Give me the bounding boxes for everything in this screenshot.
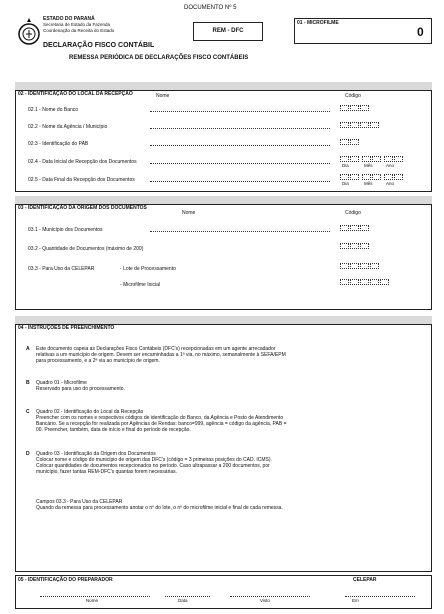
item-letter-d: D [26, 451, 30, 457]
input-line[interactable] [150, 111, 330, 112]
code-cell[interactable] [360, 105, 369, 111]
gov-line3: Coordenação da Receita do Estado [43, 28, 115, 33]
lote-label: - Lote de Processamento [120, 266, 176, 272]
item-letter-a: A [26, 346, 30, 352]
code-cell[interactable] [360, 225, 369, 231]
date-cell[interactable] [384, 156, 393, 162]
input-line[interactable] [150, 181, 330, 182]
section-04-title: 04 - INSTRUÇÕES DE PREENCHIMENTO [18, 325, 115, 331]
section-04-header [15, 316, 432, 331]
date-cell[interactable] [372, 174, 381, 180]
instruction-a: Este documento capeia as Declarações Fisco Contábeis (DFC's) recepcionadas em um agente arrecadador relativas a um município de origem. Devem ser encaminhadas a 1ª via, no máximo, semanalmente à SEFA/EPM para processamento, e a 2ª via ao município de origem. [36, 346, 286, 364]
date-label-mes: Mês [364, 163, 373, 168]
celepar-date-line[interactable] [345, 596, 415, 597]
code-cell[interactable] [350, 225, 359, 231]
date-cell[interactable] [362, 174, 371, 180]
lote-cell[interactable] [350, 263, 359, 269]
item-letter-c: C [26, 409, 30, 415]
lote-cell[interactable] [340, 263, 349, 269]
state-seal-icon [16, 16, 42, 50]
campo-033-instruction: Campos 03.3 - Para Uso da CELEPAR Quando da remessa para processamento anotar o nº do lote, o nº do microfilme inicial e final de cada remessa. [36, 499, 283, 511]
date-cell[interactable] [384, 174, 393, 180]
field-03-3: 03.3 - Para Uso da CELEPAR [28, 266, 95, 272]
field-03-2: 03.2 - Quantidade de Documentos (máximo de 200) [28, 246, 144, 252]
code-cell[interactable] [340, 225, 349, 231]
gov-line2: Secretaria de Estado da Fazenda [43, 22, 111, 27]
section-03 [15, 196, 432, 310]
col-codigo-02: Código [345, 93, 361, 99]
microfilme-cell[interactable] [380, 279, 389, 285]
form-subtitle: REMESSA PERIÓDICA DE DECLARAÇÕES FISCO CONTÁBEIS [69, 55, 249, 61]
data-label: Data [178, 598, 188, 603]
instruction-c: Quadro 02 - Identificação do Local da Recepção Preencher com os nomes e respectivos códigos de identificação do Banco, da Agência e Posto de Atendimento Bancário. Se a recepção for realizada por Agências de Rendas: banco=999, agência = código da agência, PAB = 00. Preencher, também, data de início e final do período de recepção. [36, 409, 287, 433]
field-03-1: 03.1 - Município dos Documentos [28, 227, 103, 233]
field-02-3: 02.3 - Identificação do PAB [28, 141, 89, 147]
preparer-name-line[interactable] [40, 596, 150, 597]
quantity-cell[interactable] [340, 243, 349, 249]
microfilme-cell[interactable] [340, 279, 349, 285]
date-label-dia: Dia [342, 163, 349, 168]
quantity-cell[interactable] [350, 243, 359, 249]
form-code: REM - DFC [212, 28, 244, 34]
input-line[interactable] [150, 231, 330, 232]
preparer-date-line[interactable] [165, 596, 210, 597]
section-05-title: 05 - IDENTIFICAÇÃO DO PREPARADOR [18, 577, 113, 583]
field-02-2: 02.2 - Nome da Agência / Município [28, 124, 108, 130]
section-03-header [15, 196, 432, 211]
date-cell[interactable] [362, 156, 371, 162]
code-cell[interactable] [340, 105, 349, 111]
date-label-dia: Dia [342, 181, 349, 186]
form-title: DECLARAÇÃO FISCO CONTÁBIL [43, 42, 155, 49]
em-label: Em [352, 598, 359, 603]
quantity-cell[interactable] [360, 243, 369, 249]
date-label-ano: Ano [386, 163, 395, 168]
date-cell[interactable] [340, 156, 349, 162]
instruction-d: Quadro 03 - Identificação da Origem dos Documentos Colocar nome e código do município de origem das DFC's (código = 3 primeiras posições do CAD. ICMS). Colocar quantidades de documentos recepcionados no período. Caso ultrapassar a 200 documentos, por município, fazer tantas REM-DFC's quantas forem necessárias. [36, 451, 272, 475]
microfilme-label: 01 - MICROFILME [297, 20, 339, 26]
microfilme-value: 0 [417, 25, 424, 39]
date-cell[interactable] [340, 174, 349, 180]
date-label-mes: Mês [364, 181, 373, 186]
nome-label: Nome [86, 598, 99, 603]
form-code-box [193, 22, 263, 41]
col-nome-02: Nome [156, 93, 170, 99]
date-cell[interactable] [350, 156, 359, 162]
input-line[interactable] [150, 128, 330, 129]
section-02-title: 02 - IDENTIFICAÇÃO DO LOCAL DA RECEPÇÃO [18, 91, 133, 97]
input-line[interactable] [150, 163, 330, 164]
microfilme-cell[interactable] [370, 279, 379, 285]
microfilme-box [294, 18, 432, 44]
date-label-ano: Ano [386, 181, 395, 186]
celepar-label: CELEPAR [353, 577, 377, 583]
code-cell[interactable] [350, 139, 359, 145]
code-cell[interactable] [350, 122, 359, 128]
gov-line1: ESTADO DO PARANÁ [43, 16, 95, 22]
lote-cell[interactable] [360, 263, 369, 269]
code-cell[interactable] [340, 122, 349, 128]
item-letter-b: B [26, 380, 30, 386]
lote-cell[interactable] [370, 263, 379, 269]
col-codigo-03: Código [345, 210, 361, 216]
date-cell[interactable] [394, 156, 403, 162]
code-cell[interactable] [350, 105, 359, 111]
preparer-signature-line[interactable] [230, 596, 310, 597]
section-03-title: 03 - IDENTIFICAÇÃO DA ORIGEM DOS DOCUMENTOS [18, 205, 147, 211]
microfilme-cell[interactable] [350, 279, 359, 285]
microfilme-inicial-label: - Microfilme Inicial [120, 282, 161, 288]
col-nome-03: Nome [182, 210, 196, 216]
visto-label: Visto [260, 598, 270, 603]
code-cell[interactable] [340, 139, 349, 145]
instruction-b: Quadro 01 - Microfilme Reservado para uso do processamento. [36, 380, 125, 392]
field-02-4: 02.4 - Data Inicial de Recepção dos Documentos [28, 159, 137, 165]
code-cell[interactable] [370, 122, 379, 128]
code-cell[interactable] [360, 122, 369, 128]
date-cell[interactable] [372, 156, 381, 162]
field-02-5: 02.5 - Data Final da Recepção dos Documentos [28, 177, 135, 183]
date-cell[interactable] [350, 174, 359, 180]
document-number: DOCUMENTO Nº 5 [184, 5, 237, 11]
microfilme-cell[interactable] [360, 279, 369, 285]
field-02-1: 02.1 - Nome do Banco [28, 107, 79, 113]
input-line[interactable] [150, 145, 330, 146]
date-cell[interactable] [394, 174, 403, 180]
